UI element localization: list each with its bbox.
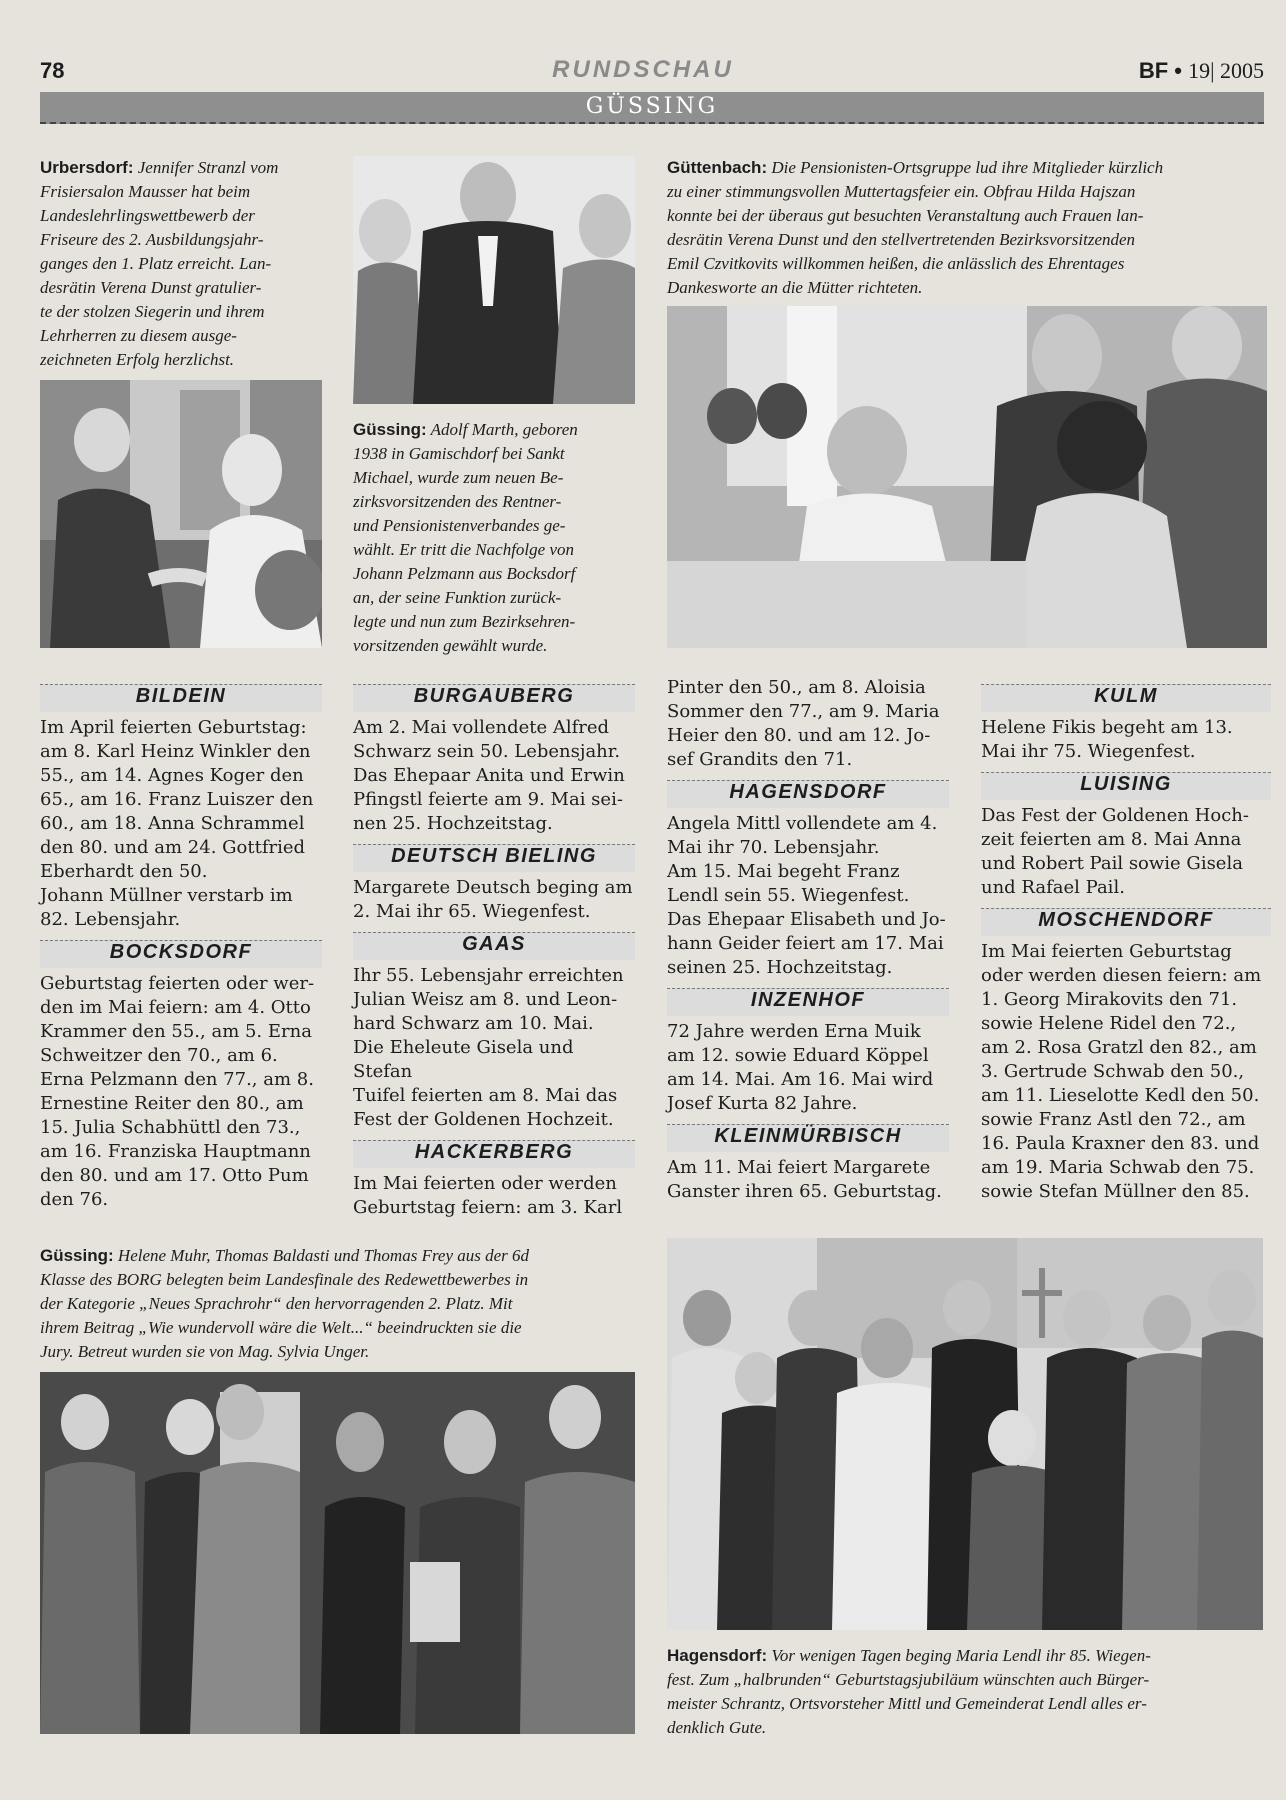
section-heading-bocksdorf: BOCKSDORF [40, 940, 322, 968]
photo-three-men [353, 156, 635, 404]
section-text-luising: Das Fest der Goldenen Hoch- zeit feierten am 8. Mai Anna und Robert Pail sowie Gisela und Rafael Pail. [981, 805, 1249, 898]
column-3 [667, 676, 949, 1204]
photo-students [40, 1372, 635, 1734]
caption-text: Die Pensionisten-Ortsgruppe lud ihre Mitglieder kürzlich zu einer stimmungsvollen Muttertagsfeier ein. Obfrau Hilda Hajszan konnte bei der überaus gut besuchten Veranstaltung auch Frauen lan- desrätin Verena Dunst und den stellvertretenden Bezirksvorsitzenden Emil Czvitkovits willkommen heißen, die anlässlich des Ehrentages Dankesworte an die Mütter richteten. [667, 158, 1164, 297]
issue-info: BF • 19| 2005 [1138, 58, 1264, 83]
caption-place: Urbersdorf: [40, 158, 134, 177]
section-heading-kleinmuerbisch: KLEINMÜRBISCH [667, 1124, 949, 1152]
section-text-inzenhof: 72 Jahre werden Erna Muik am 12. sowie Eduard Köppel am 14. Mai. Am 16. Mai wird Josef Kurta 82 Jahre. [667, 1021, 934, 1114]
section-heading-hagensdorf: HAGENSDORF [667, 780, 949, 808]
masthead: RUNDSCHAU [552, 56, 734, 83]
issue-number: 19| 2005 [1188, 58, 1264, 83]
column-4 [981, 682, 1271, 1204]
section-heading-kulm: KULM [981, 684, 1271, 712]
paper-name: BF [1138, 58, 1169, 83]
caption-place: Güssing: [353, 420, 427, 439]
section-text-moschendorf: Im Mai feierten Geburtstag oder werden diesen feiern: am 1. Georg Mirakovits den 71. sowie Helene Ridel den 72., am 2. Rosa Gratzl den 82., am 3. Gertrude Schwab den 50., am 11. Lieselotte Kedl den 50. sowie Franz Astl den 72., am 16. Paula Kraxner den 83. und am 19. Maria Schwab den 75. sowie Stefan Müllner den 85. [981, 941, 1262, 1202]
section-text-kleinmuerbisch: Am 11. Mai feiert Margarete Ganster ihren 65. Geburtstag. [667, 1157, 942, 1202]
section-band: GÜSSING [40, 92, 1264, 124]
section-text-gaas: Ihr 55. Lebensjahr erreichten Julian Weisz am 8. und Leon- hard Schwarz am 10. Mai. Die Eheleute Gisela und Stefan Tuifel feierten am 8. Mai das Fest der Goldenen Hochzeit. [353, 965, 624, 1130]
section-text-deutsch-bieling: Margarete Deutsch beging am 2. Mai ihr 65. Wiegenfest. [353, 877, 633, 922]
section-text-bildein: Im April feierten Geburtstag: am 8. Karl Heinz Winkler den 55., am 14. Agnes Koger den 65., am 16. Franz Luiszer den 60., am 18. Anna Schrammel den 80. und am 24. Gottfried Eberhardt den 50. Johann Müllner verstarb im 82. Lebensjahr. [40, 717, 314, 930]
caption-text: Helene Muhr, Thomas Baldasti und Thomas Frey aus der 6d Klasse des BORG belegten beim Landesfinale des Redewettbewerbes in der Kategorie „Neues Sprachrohr“ den hervorragenden 2. Platz. Mit ihrem Beitrag „Wie wundervoll wäre die Welt...“ beeindruckten sie die Jury. Betreut wurden sie von Mag. Sylvia Unger. [40, 1246, 530, 1361]
column-2 [353, 682, 635, 1220]
section-heading-hackerberg: HACKERBERG [353, 1140, 635, 1168]
section-heading-burgauberg: BURGAUBERG [353, 684, 635, 712]
caption-text: Jennifer Stranzl vom Frisiersalon Mausser hat beim Landeslehrlingswettbewerb der Friseure des 2. Ausbildungsjahr- ganges den 1. Platz erreicht. Lan- desrätin Verena Dunst gratulier- te der stolzen Siegerin und ihrem Lehrherren zu diesem ausge- zeichneten Erfolg herzlichst. [40, 158, 279, 369]
caption-urbersdorf [40, 156, 340, 372]
section-text-hackerberg-continued: Pinter den 50., am 8. Aloisia Sommer den 77., am 9. Maria Heier den 80. und am 12. Jo- sef Grandits den 71. [667, 677, 940, 770]
section-text-bocksdorf: Geburtstag feierten oder wer- den im Mai feiern: am 4. Otto Krammer den 55., am 5. Erna Schweitzer den 70., am 6. Erna Pelzmann den 77., am 8. Ernestine Reiter den 80., am 15. Julia Schabhüttl den 73., am 16. Franziska Hauptmann den 80. und am 17. Otto Pum den 76. [40, 973, 315, 1210]
section-heading-luising: LUISING [981, 772, 1271, 800]
caption-text: Adolf Marth, geboren 1938 in Gamischdorf bei Sankt Michael, wurde zum neuen Be- zirksvorsitzenden des Rentner- und Pensionistenverbandes ge- wählt. Er tritt die Nachfolge von Johann Pelzmann aus Bocksdorf an, der seine Funktion zurück- legte und nun zum Bezirksehren- vorsitzenden gewählt wurde. [353, 420, 578, 655]
caption-text: Vor wenigen Tagen beging Maria Lendl ihr 85. Wiegen- fest. Zum „halbrunden“ Geburtstagsjubiläum wünschten auch Bürger- meister Schrantz, Ortsvorsteher Mittl und Gemeinderat Lendl alles er- denklich Gute. [667, 1646, 1151, 1737]
section-text-hackerberg: Im Mai feierten oder werden Geburtstag feiern: am 3. Karl [353, 1173, 623, 1218]
column-1 [40, 682, 322, 1212]
photo-muttertagsfeier [667, 306, 1267, 648]
page-number: 78 [40, 58, 65, 83]
caption-place: Hagensdorf: [667, 1646, 768, 1665]
caption-hagensdorf [667, 1644, 1267, 1740]
caption-guettenbach [667, 156, 1267, 300]
caption-guessing-redewettbewerb [40, 1244, 640, 1364]
section-heading-moschendorf: MOSCHENDORF [981, 908, 1271, 936]
section-text-kulm: Helene Fikis begeht am 13. Mai ihr 75. Wiegenfest. [981, 717, 1233, 762]
caption-place: Güttenbach: [667, 158, 768, 177]
section-text-hagensdorf: Angela Mittl vollendete am 4. Mai ihr 70. Lebensjahr. Am 15. Mai begeht Franz Lendl sein 55. Wiegenfest. Das Ehepaar Elisabeth und Jo- hann Geider feiert am 17. Mai seinen 25. Hochzeitstag. [667, 813, 946, 978]
caption-guessing-marth [353, 418, 643, 658]
section-heading-bildein: BILDEIN [40, 684, 322, 712]
section-heading-inzenhof: INZENHOF [667, 988, 949, 1016]
caption-place: Güssing: [40, 1246, 114, 1265]
section-heading-gaas: GAAS [353, 932, 635, 960]
section-heading-deutsch-bieling: DEUTSCH BIELING [353, 844, 635, 872]
photo-hagensdorf-group [667, 1238, 1263, 1630]
section-text-burgauberg: Am 2. Mai vollendete Alfred Schwarz sein 50. Lebensjahr. Das Ehepaar Anita und Erwin Pfingstl feierte am 9. Mai sei- nen 25. Hochzeitstag. [353, 717, 625, 834]
photo-urbersdorf [40, 380, 322, 648]
